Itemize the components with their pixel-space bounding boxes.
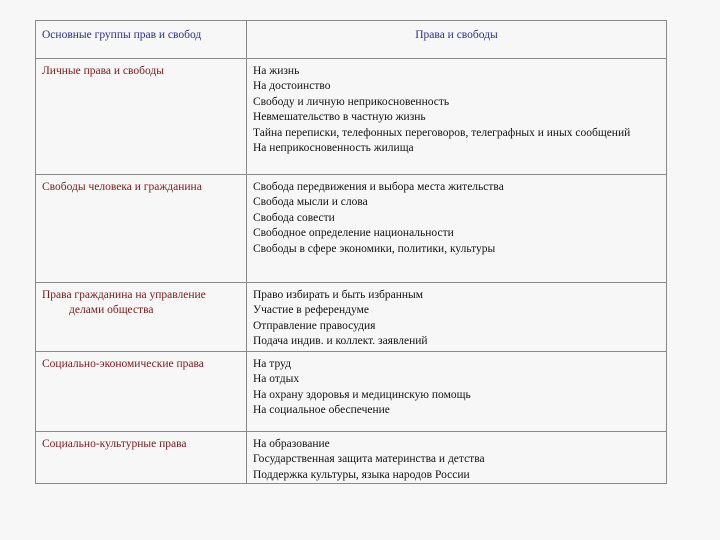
group-cell — [36, 59, 247, 175]
right-item: Свободу и личную неприкосновенность — [253, 95, 450, 108]
rights-cell — [247, 432, 667, 484]
right-item: На труд — [253, 358, 291, 370]
rights-cell — [247, 59, 667, 175]
right-item: Отправление правосудия — [253, 319, 376, 332]
table-row-personal — [36, 59, 667, 175]
group-label: Социально-культурные права — [42, 438, 187, 450]
group-label: Социально-экономические права — [42, 358, 204, 370]
table-row-sociocultural — [36, 432, 667, 484]
right-item: На образование — [253, 438, 330, 450]
header-row — [36, 21, 667, 59]
right-item: На жизнь — [253, 65, 300, 77]
group-label: Права гражданина на управление делами общества — [42, 289, 206, 317]
group-cell — [36, 352, 247, 432]
right-item: Участие в референдуме — [253, 304, 369, 317]
right-item: Свободное определение национальности — [253, 227, 454, 240]
right-item: Подача индив. и коллект. заявлений — [253, 335, 428, 348]
table-row-governance — [36, 283, 667, 352]
right-item: Право избирать и быть избранным — [253, 289, 424, 301]
right-item: Поддержка культуры, языка народов России — [253, 468, 470, 481]
group-cell — [36, 175, 247, 283]
header-groups: Основные группы прав и свобод — [36, 21, 247, 59]
right-item: На неприкосновенность жилища — [253, 142, 414, 155]
rights-cell — [247, 352, 667, 432]
right-item: Свобода совести — [253, 211, 335, 224]
header-rights: Права и свободы — [247, 21, 667, 59]
right-item: На отдых — [253, 373, 300, 386]
right-item: Тайна переписки, телефонных переговоров, телеграфных и иных сообщений — [253, 126, 631, 139]
rights-table — [35, 20, 667, 484]
rights-cell — [247, 175, 667, 283]
right-item: На социальное обеспечение — [253, 404, 390, 417]
group-cell — [36, 432, 247, 484]
right-item: На охрану здоровья и медицинскую помощь — [253, 388, 471, 401]
right-item: Свобода мысли и слова — [253, 196, 368, 209]
group-label: Личные права и свободы — [42, 65, 164, 77]
group-label: Свободы человека и гражданина — [42, 181, 202, 193]
table-row-freedoms — [36, 175, 667, 283]
group-cell — [36, 283, 247, 352]
right-item: Государственная защита материнства и детства — [253, 453, 485, 466]
right-item: Свобода передвижения и выбора места жительства — [253, 181, 504, 193]
right-item: Свободы в сфере экономики, политики, культуры — [253, 242, 496, 255]
table-row-socioeconomic — [36, 352, 667, 432]
right-item: На достоинство — [253, 80, 331, 93]
right-item: Невмешательство в частную жизнь — [253, 111, 426, 124]
rights-cell — [247, 283, 667, 352]
